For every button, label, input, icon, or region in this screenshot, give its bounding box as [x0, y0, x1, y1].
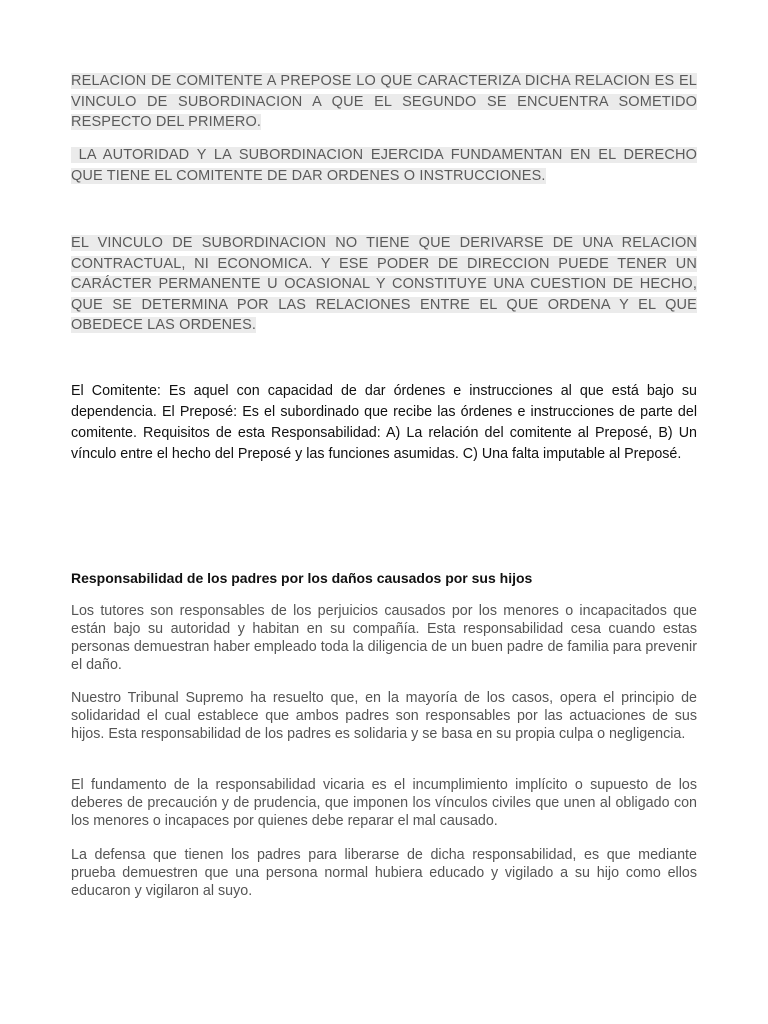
paragraph-fundamento: El fundamento de la responsabilidad vicaria es el incumplimiento implícito o supuesto de los deberes de precaución y de prudencia, que imponen los vínculos civiles que unen al obligado con los menores o incapaces por quienes debe reparar el mal causado.: [71, 777, 697, 829]
paragraph-definiciones: El Comitente: Es aquel con capacidad de dar órdenes e instrucciones al que está bajo su dependencia. El Preposé: Es el subordinado que recibe las órdenes e instrucciones de parte del comitente. Requisitos de esta Responsabilidad: A) La relación del comitente al Preposé, B) Un vínculo entre el hecho del Preposé y las funciones asumidas. C) Una falta imputable al Preposé.: [71, 383, 697, 462]
paragraph-tribunal-supremo: Nuestro Tribunal Supremo ha resuelto que, en la mayoría de los casos, opera el principio de solidaridad el cual establece que ambos padres son responsables por las actuaciones de sus hijos. Esta responsabilidad de los padres es solidaria y se basa en su propia culpa o negligencia.: [71, 690, 697, 742]
paragraph-vinculo-subordinacion: [71, 233, 697, 336]
highlighted-text: RELACION DE COMITENTE A PREPOSE LO QUE CARACTERIZA DICHA RELACION ES EL VINCULO DE SUBORDINACION A QUE EL SEGUNDO SE ENCUENTRA SOMETIDO RESPECTO DEL PRIMERO.: [71, 73, 697, 130]
paragraph-autoridad: [71, 145, 697, 186]
highlighted-text: EL VINCULO DE SUBORDINACION NO TIENE QUE DERIVARSE DE UNA RELACION CONTRACTUAL, NI ECONOMICA. Y ESE PODER DE DIRECCION PUEDE TENER UN CARÁCTER PERMANENTE U OCASIONAL Y CONSTITUYE UNA CUESTION DE HECHO, QUE SE DETERMINA POR LAS RELACIONES ENTRE EL QUE ORDENA Y EL QUE OBEDECE LAS ORDENES.: [71, 235, 697, 333]
paragraph-defensa: La defensa que tienen los padres para liberarse de dicha responsabilidad, es que mediante prueba demuestren que una persona normal hubiera educado y vigilado a su hijo como ellos educaron y vigilaron al suyo.: [71, 847, 697, 899]
section-heading: Responsabilidad de los padres por los daños causados por sus hijos: [71, 570, 533, 586]
highlighted-text: LA AUTORIDAD Y LA SUBORDINACION EJERCIDA FUNDAMENTAN EN EL DERECHO QUE TIENE EL COMITENTE DE DAR ORDENES O INSTRUCCIONES.: [71, 147, 697, 184]
paragraph-tutores: Los tutores son responsables de los perjuicios causados por los menores o incapacitados que están bajo su autoridad y habitan en su compañía. Esta responsabilidad cesa cuando estas personas demuestran haber empleado toda la diligencia de un buen padre de familia para prevenir el daño.: [71, 603, 697, 673]
paragraph-comitente-prepose: [71, 71, 697, 133]
